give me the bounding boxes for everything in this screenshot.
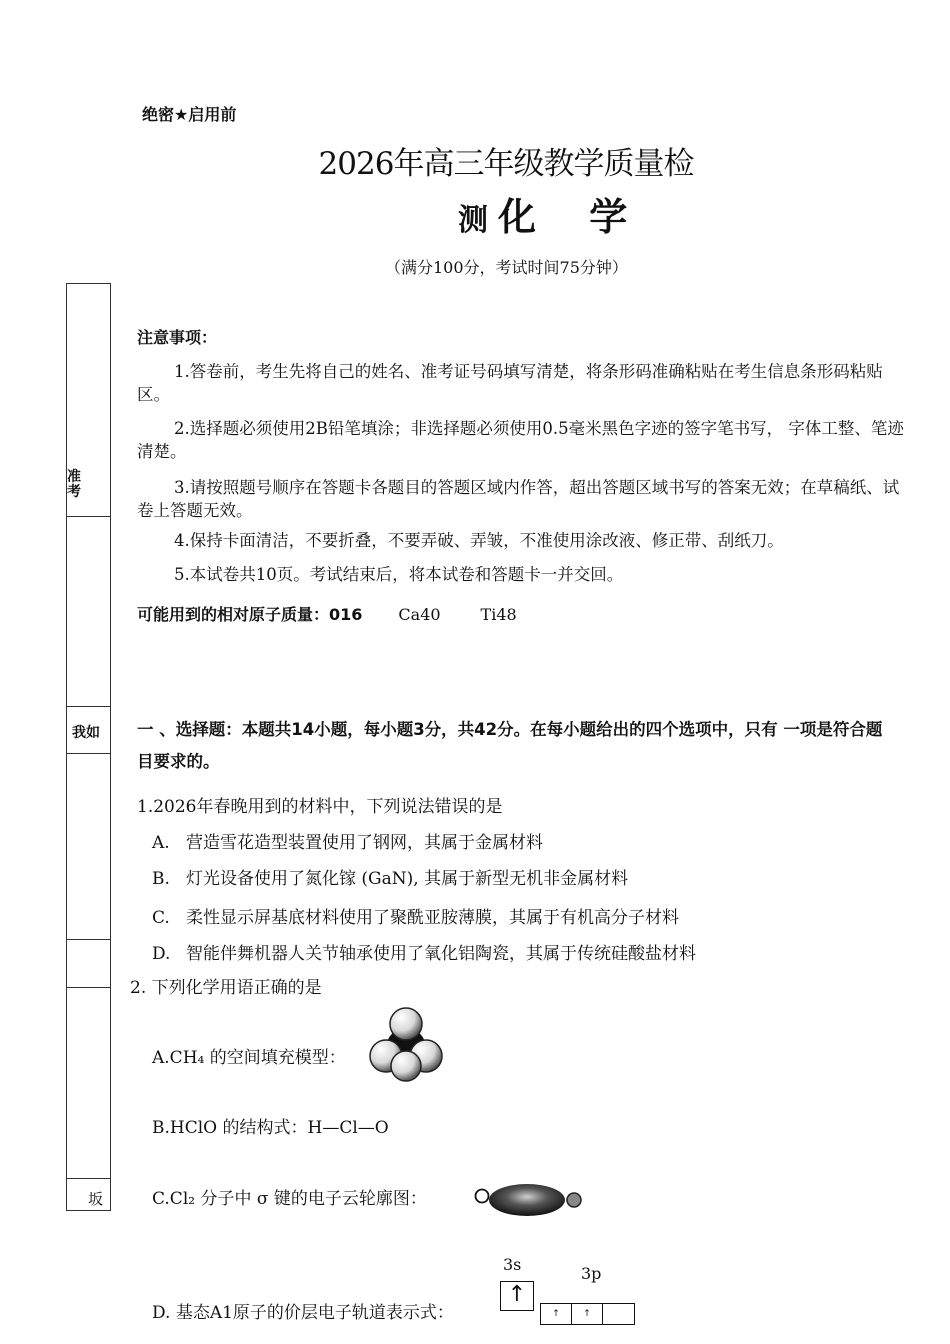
- notice-item: 5.本试卷共10页。考试结束后，将本试卷和答题卡一并交回。: [174, 565, 624, 584]
- question-1-option-d: [152, 939, 696, 964]
- atomic-mass-line: [137, 602, 517, 625]
- confidential-label: 绝密★启用前: [142, 105, 237, 124]
- option-letter: B.: [152, 869, 170, 889]
- notice-item: 2.选择题必须使用2B铅笔填涂；非选择题必须使用0.5毫米黑色字迹的签字笔书写， 字体工整、笔迹清楚。: [137, 419, 904, 461]
- question-2-stem: 2. 下列化学用语正确的是: [130, 978, 322, 998]
- strip-divider: [67, 1178, 110, 1179]
- cl2-sigma-bond-cloud-icon: [472, 1178, 584, 1222]
- option-text: 灯光设备使用了氮化镓 (GaN), 其属于新型无机非金属材料: [186, 869, 629, 889]
- option-letter: C.: [152, 908, 170, 928]
- orbital-3s-label: 3s: [503, 1255, 522, 1274]
- question-1-option-c: [152, 903, 679, 928]
- option-text: 营造雪花造型装置使用了钢网，其属于金属材料: [186, 833, 543, 853]
- notice-heading: 注意事项：: [137, 328, 218, 347]
- question-2-option-d: D. 基态A1原子的价层电子轨道表示式：: [152, 1303, 454, 1323]
- strip-divider: [67, 939, 110, 940]
- score-info: （满分100分，考试时间75分钟）: [385, 258, 628, 277]
- ch4-space-filling-model-icon: [368, 1006, 444, 1084]
- question-1-option-b: [152, 864, 628, 889]
- strip-divider: [67, 706, 110, 707]
- atomic-mass-ti: Ti48: [480, 605, 517, 624]
- notice-item: 4.保持卡面清洁，不要折叠，不要弄破、弄皱，不准使用涂改液、修正带、刮纸刀。: [174, 531, 784, 550]
- question-2-option-c: C.Cl₂ 分子中 σ 键的电子云轮廓图：: [152, 1189, 427, 1209]
- orbital-3p-boxes: [540, 1303, 635, 1325]
- notice-item: 3.请按照题号顺序在答题卡各题目的答题区域内作答，超出答题区域书写的答案无效；在草稿纸、试卷上答题无效。: [137, 478, 900, 520]
- option-letter: A.: [152, 833, 170, 853]
- subject-title: [458, 186, 647, 241]
- strip-label-admission: 准考: [67, 469, 81, 500]
- orbital-3p-label: 3p: [581, 1264, 602, 1283]
- atomic-mass-ca: Ca40: [398, 605, 441, 624]
- orbital-3p-box: ↑: [541, 1304, 572, 1324]
- strip-label-name: 我如: [72, 725, 100, 741]
- atomic-mass-label: 可能用到的相对原子质量：016: [137, 605, 363, 624]
- strip-divider: [67, 753, 110, 754]
- option-text: 智能伴舞机器人关节轴承使用了氧化铝陶瓷，其属于传统硅酸盐材料: [186, 944, 696, 964]
- question-1-stem: 1.2026年春晚用到的材料中，下列说法错误的是: [137, 797, 503, 817]
- strip-divider: [67, 516, 110, 517]
- orbital-3p-box: ↑: [572, 1304, 603, 1324]
- exam-title: 2026年高三年级教学质量检: [318, 146, 694, 182]
- binding-strip: [66, 283, 111, 1211]
- subject-prefix: 测: [458, 203, 488, 238]
- strip-label-class: 坂: [88, 1190, 104, 1208]
- section-heading: 一 、选择题：本题共14小题，每小题3分，共42分。在每小题给出的四个选项中，只有 一项是符合题目要求的。: [137, 720, 883, 771]
- orbital-3s-box: ↑: [500, 1281, 534, 1311]
- strip-divider: [67, 987, 110, 988]
- option-letter: D.: [152, 944, 171, 964]
- question-2-option-a: A.CH₄ 的空间填充模型：: [152, 1048, 346, 1068]
- orbital-3p-box: [603, 1304, 634, 1324]
- question-2-option-b: B.HClO 的结构式：H—Cl—O: [152, 1118, 389, 1138]
- option-text: 柔性显示屏基底材料使用了聚酰亚胺薄膜，其属于有机高分子材料: [186, 908, 679, 928]
- subject-name: 化 学: [498, 195, 648, 239]
- question-1-option-a: [152, 828, 543, 853]
- notice-item: 1.答卷前，考生先将自己的姓名、准考证号码填写清楚，将条形码准确粘贴在考生信息条形码粘贴区。: [137, 362, 883, 404]
